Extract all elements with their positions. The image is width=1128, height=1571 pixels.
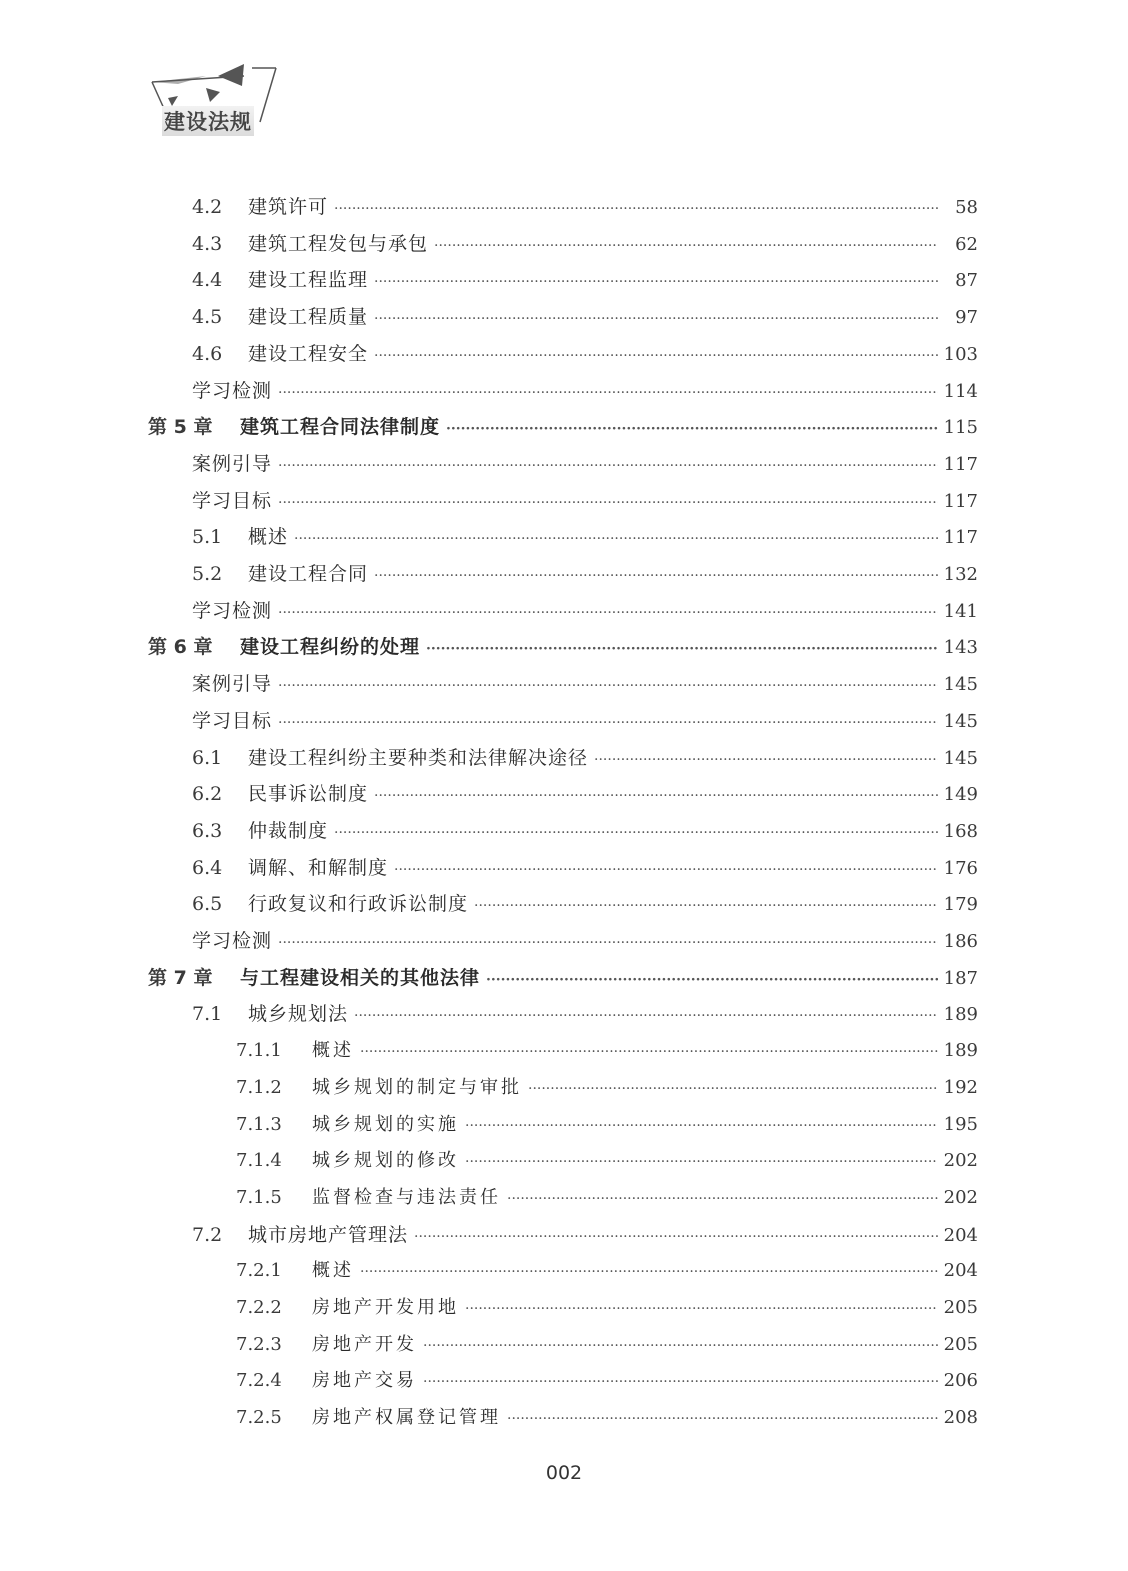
- toc-entry-page: 176: [943, 857, 978, 879]
- toc-entry[interactable]: [192, 486, 978, 516]
- toc-entry-page: 117: [943, 453, 978, 475]
- toc-entry-number: 4.6: [192, 342, 223, 365]
- toc-entry-number: 7.2.4: [236, 1370, 282, 1392]
- toc-entry[interactable]: [236, 1073, 978, 1103]
- toc-entry-page: 205: [943, 1297, 978, 1318]
- toc-entry-number: 4.5: [192, 306, 223, 329]
- toc-entry-number: 7.1.5: [236, 1186, 282, 1208]
- dot-leader: [374, 341, 938, 371]
- dot-leader: [374, 267, 938, 297]
- toc-entry[interactable]: [192, 779, 978, 809]
- toc-entry-page: 145: [943, 747, 978, 769]
- toc-entry-number: 6.4: [192, 856, 223, 879]
- toc-entry[interactable]: [192, 522, 978, 552]
- toc-entry[interactable]: [236, 1366, 978, 1396]
- toc-entry[interactable]: [236, 1256, 978, 1286]
- toc-entry-number: 4.4: [192, 269, 223, 292]
- dot-leader: [278, 598, 938, 628]
- toc-entry-page: 103: [943, 343, 978, 365]
- dot-leader: [465, 1111, 938, 1141]
- toc-entry-number: 7.2.3: [236, 1333, 282, 1355]
- toc-entry-title: 城乡规划的实施: [312, 1113, 459, 1135]
- dot-leader: [414, 1222, 938, 1252]
- dot-leader: [594, 745, 938, 775]
- toc-entry-title: 建筑许可: [248, 196, 329, 218]
- dot-leader: [334, 194, 938, 224]
- toc-entry-title: 建设工程质量: [248, 306, 369, 329]
- toc-entry-page: 132: [943, 564, 978, 585]
- toc-entry[interactable]: [148, 412, 978, 442]
- toc-entry-number: 第 5 章: [148, 416, 213, 439]
- toc-entry-title: 行政复议和行政诉讼制度: [248, 893, 469, 916]
- dot-leader: [278, 671, 938, 701]
- toc-entry-number: 7.1.1: [236, 1040, 282, 1062]
- toc-entry-title: 概述: [312, 1260, 354, 1282]
- toc-entry-title: 建筑工程发包与承包: [248, 232, 429, 255]
- dot-leader: [334, 818, 938, 848]
- toc-entry[interactable]: [192, 706, 978, 736]
- toc-entry[interactable]: [192, 449, 978, 479]
- dot-leader: [446, 414, 938, 444]
- toc-entry[interactable]: [148, 963, 978, 993]
- toc-entry-number: 5.1: [192, 526, 223, 549]
- toc-entry[interactable]: [192, 596, 978, 626]
- toc-entry-page: 192: [943, 1076, 978, 1098]
- toc-entry-number: 6.2: [192, 783, 223, 806]
- toc-entry-number: 7.1.2: [236, 1076, 282, 1098]
- toc-entry-page: 114: [943, 380, 978, 402]
- toc-entry-title: 民事诉讼制度: [248, 783, 369, 806]
- toc-entry-page: 62: [955, 233, 978, 255]
- toc-entry-page: 204: [943, 1260, 978, 1282]
- toc-entry-title: 建设工程合同: [248, 563, 369, 585]
- toc-entry-number: 7.1.4: [236, 1150, 282, 1172]
- toc-entry[interactable]: [192, 743, 978, 773]
- dot-leader: [465, 1294, 938, 1324]
- toc-entry-number: 第 7 章: [148, 966, 213, 989]
- page-number: 002: [545, 1462, 583, 1484]
- toc-entry-page: 145: [943, 710, 978, 732]
- toc-entry-title: 与工程建设相关的其他法律: [240, 966, 481, 989]
- toc-entry[interactable]: [236, 1293, 978, 1323]
- dot-leader: [278, 488, 938, 518]
- toc-entry-title: 学习目标: [192, 709, 273, 732]
- dot-leader: [426, 634, 938, 664]
- dot-leader: [360, 1037, 938, 1067]
- dot-leader: [394, 855, 938, 885]
- toc-entry-title: 学习目标: [192, 489, 273, 512]
- toc-entry-page: 145: [943, 674, 978, 696]
- toc-entry-title: 概述: [248, 526, 289, 549]
- toc-entry[interactable]: [236, 1183, 978, 1213]
- toc-entry-page: 87: [955, 270, 978, 292]
- toc-entry-title: 建设工程监理: [248, 269, 369, 292]
- toc-entry[interactable]: [192, 889, 978, 919]
- toc-entry-page: 206: [943, 1370, 978, 1392]
- toc-entry-page: 117: [943, 527, 978, 549]
- toc-entry-page: 202: [943, 1186, 978, 1208]
- dot-leader: [465, 1147, 938, 1177]
- toc-entry[interactable]: [192, 816, 978, 846]
- toc-entry-number: 7.2.2: [236, 1297, 282, 1318]
- toc-entry-number: 7.2.5: [236, 1407, 282, 1429]
- toc-entry-number: 7.1.3: [236, 1113, 282, 1135]
- dot-leader: [278, 708, 938, 738]
- dot-leader: [360, 1257, 938, 1287]
- toc-entry-number: 第 6 章: [148, 636, 213, 659]
- toc-entry[interactable]: [236, 1403, 978, 1433]
- toc-entry-title: 调解、和解制度: [248, 856, 389, 879]
- toc-entry[interactable]: [192, 376, 978, 406]
- toc-entry[interactable]: [192, 339, 978, 369]
- toc-entry[interactable]: [192, 302, 978, 332]
- toc-entry-title: 监督检查与违法责任: [312, 1186, 501, 1208]
- toc-entry[interactable]: [236, 1146, 978, 1176]
- toc-entry-title: 房地产开发: [312, 1333, 417, 1355]
- toc-entry-page: 208: [943, 1407, 978, 1429]
- dot-leader: [474, 891, 938, 921]
- toc-entry[interactable]: [192, 192, 978, 222]
- dot-leader: [528, 1074, 938, 1104]
- toc-entry-number: 5.2: [192, 563, 223, 585]
- dot-leader: [278, 451, 938, 481]
- toc-entry-number: 7.2: [192, 1223, 223, 1246]
- dot-leader: [434, 231, 938, 261]
- toc-entry[interactable]: [192, 559, 978, 589]
- toc-entry-page: 168: [943, 820, 978, 842]
- toc-entry-title: 城乡规划的制定与审批: [312, 1076, 522, 1098]
- toc-entry[interactable]: [192, 265, 978, 295]
- dot-leader: [278, 928, 938, 958]
- toc-entry[interactable]: [236, 1110, 978, 1140]
- toc-entry-title: 城乡规划法: [248, 1003, 349, 1026]
- toc-entry-page: 117: [943, 490, 978, 512]
- toc-entry-title: 房地产交易: [312, 1370, 417, 1392]
- toc-entry-page: 186: [943, 931, 978, 952]
- dot-leader: [423, 1331, 938, 1361]
- dot-leader: [486, 965, 938, 995]
- toc-entry[interactable]: [192, 669, 978, 699]
- header-logo: [148, 62, 280, 140]
- toc-entry-title: 概述: [312, 1040, 354, 1062]
- toc-entry-title: 城市房地产管理法: [248, 1223, 409, 1246]
- toc-entry[interactable]: [192, 853, 978, 883]
- toc-entry[interactable]: [192, 1220, 978, 1250]
- toc-entry-title: 房地产开发用地: [312, 1297, 459, 1318]
- dot-leader: [374, 781, 938, 811]
- logo-text: 建设法规: [162, 106, 254, 136]
- toc-entry-title: 学习检测: [192, 930, 273, 952]
- toc-entry-title: 房地产权属登记管理: [312, 1407, 501, 1429]
- toc-entry-title: 学习检测: [192, 379, 273, 402]
- toc-entry-number: 6.1: [192, 746, 223, 769]
- toc-entry-page: 58: [955, 197, 978, 218]
- toc-entry-number: 4.2: [192, 196, 223, 218]
- toc-entry-title: 学习检测: [192, 599, 273, 622]
- toc-entry-title: 案例引导: [192, 452, 273, 475]
- toc-entry-title: 案例引导: [192, 673, 273, 696]
- toc-entry[interactable]: [236, 1036, 978, 1066]
- toc-entry-page: 189: [943, 1040, 978, 1062]
- toc-entry-title: 建筑工程合同法律制度: [240, 416, 441, 439]
- dot-leader: [507, 1184, 938, 1214]
- toc-entry-title: 建设工程安全: [248, 342, 369, 365]
- dot-leader: [374, 561, 938, 591]
- toc-entry-number: 7.1: [192, 1003, 223, 1026]
- toc-entry-page: 187: [943, 967, 978, 989]
- toc-entry-page: 205: [943, 1333, 978, 1355]
- toc-entry[interactable]: [192, 229, 978, 259]
- toc-entry-page: 115: [943, 417, 978, 439]
- dot-leader: [354, 1001, 938, 1031]
- dot-leader: [278, 378, 938, 408]
- toc-entry-number: 6.5: [192, 893, 223, 916]
- toc-entry[interactable]: [236, 1330, 978, 1360]
- toc-entry-page: 195: [943, 1113, 978, 1135]
- toc-entry-page: 204: [943, 1224, 978, 1246]
- toc-entry[interactable]: [148, 632, 978, 662]
- toc-entry-page: 179: [943, 894, 978, 916]
- dot-leader: [374, 304, 938, 334]
- toc-entry-page: 97: [955, 307, 978, 329]
- toc-entry-title: 建设工程纠纷主要种类和法律解决途径: [248, 746, 589, 769]
- dot-leader: [423, 1367, 938, 1397]
- toc-entry-page: 189: [943, 1004, 978, 1026]
- toc-entry[interactable]: [192, 926, 978, 956]
- toc-entry-page: 149: [943, 784, 978, 806]
- toc-entry-number: 4.3: [192, 232, 223, 255]
- dot-leader: [507, 1404, 938, 1434]
- toc-entry-page: 141: [943, 600, 978, 622]
- toc-entry-number: 7.2.1: [236, 1260, 282, 1282]
- toc-entry[interactable]: [192, 999, 978, 1029]
- toc-entry-title: 城乡规划的修改: [312, 1150, 459, 1172]
- toc-entry-page: 143: [943, 637, 978, 659]
- toc-entry-number: 6.3: [192, 819, 223, 842]
- dot-leader: [294, 524, 938, 554]
- toc-entry-page: 202: [943, 1150, 978, 1172]
- toc-entry-title: 建设工程纠纷的处理: [240, 636, 421, 659]
- toc-entry-title: 仲裁制度: [248, 819, 329, 842]
